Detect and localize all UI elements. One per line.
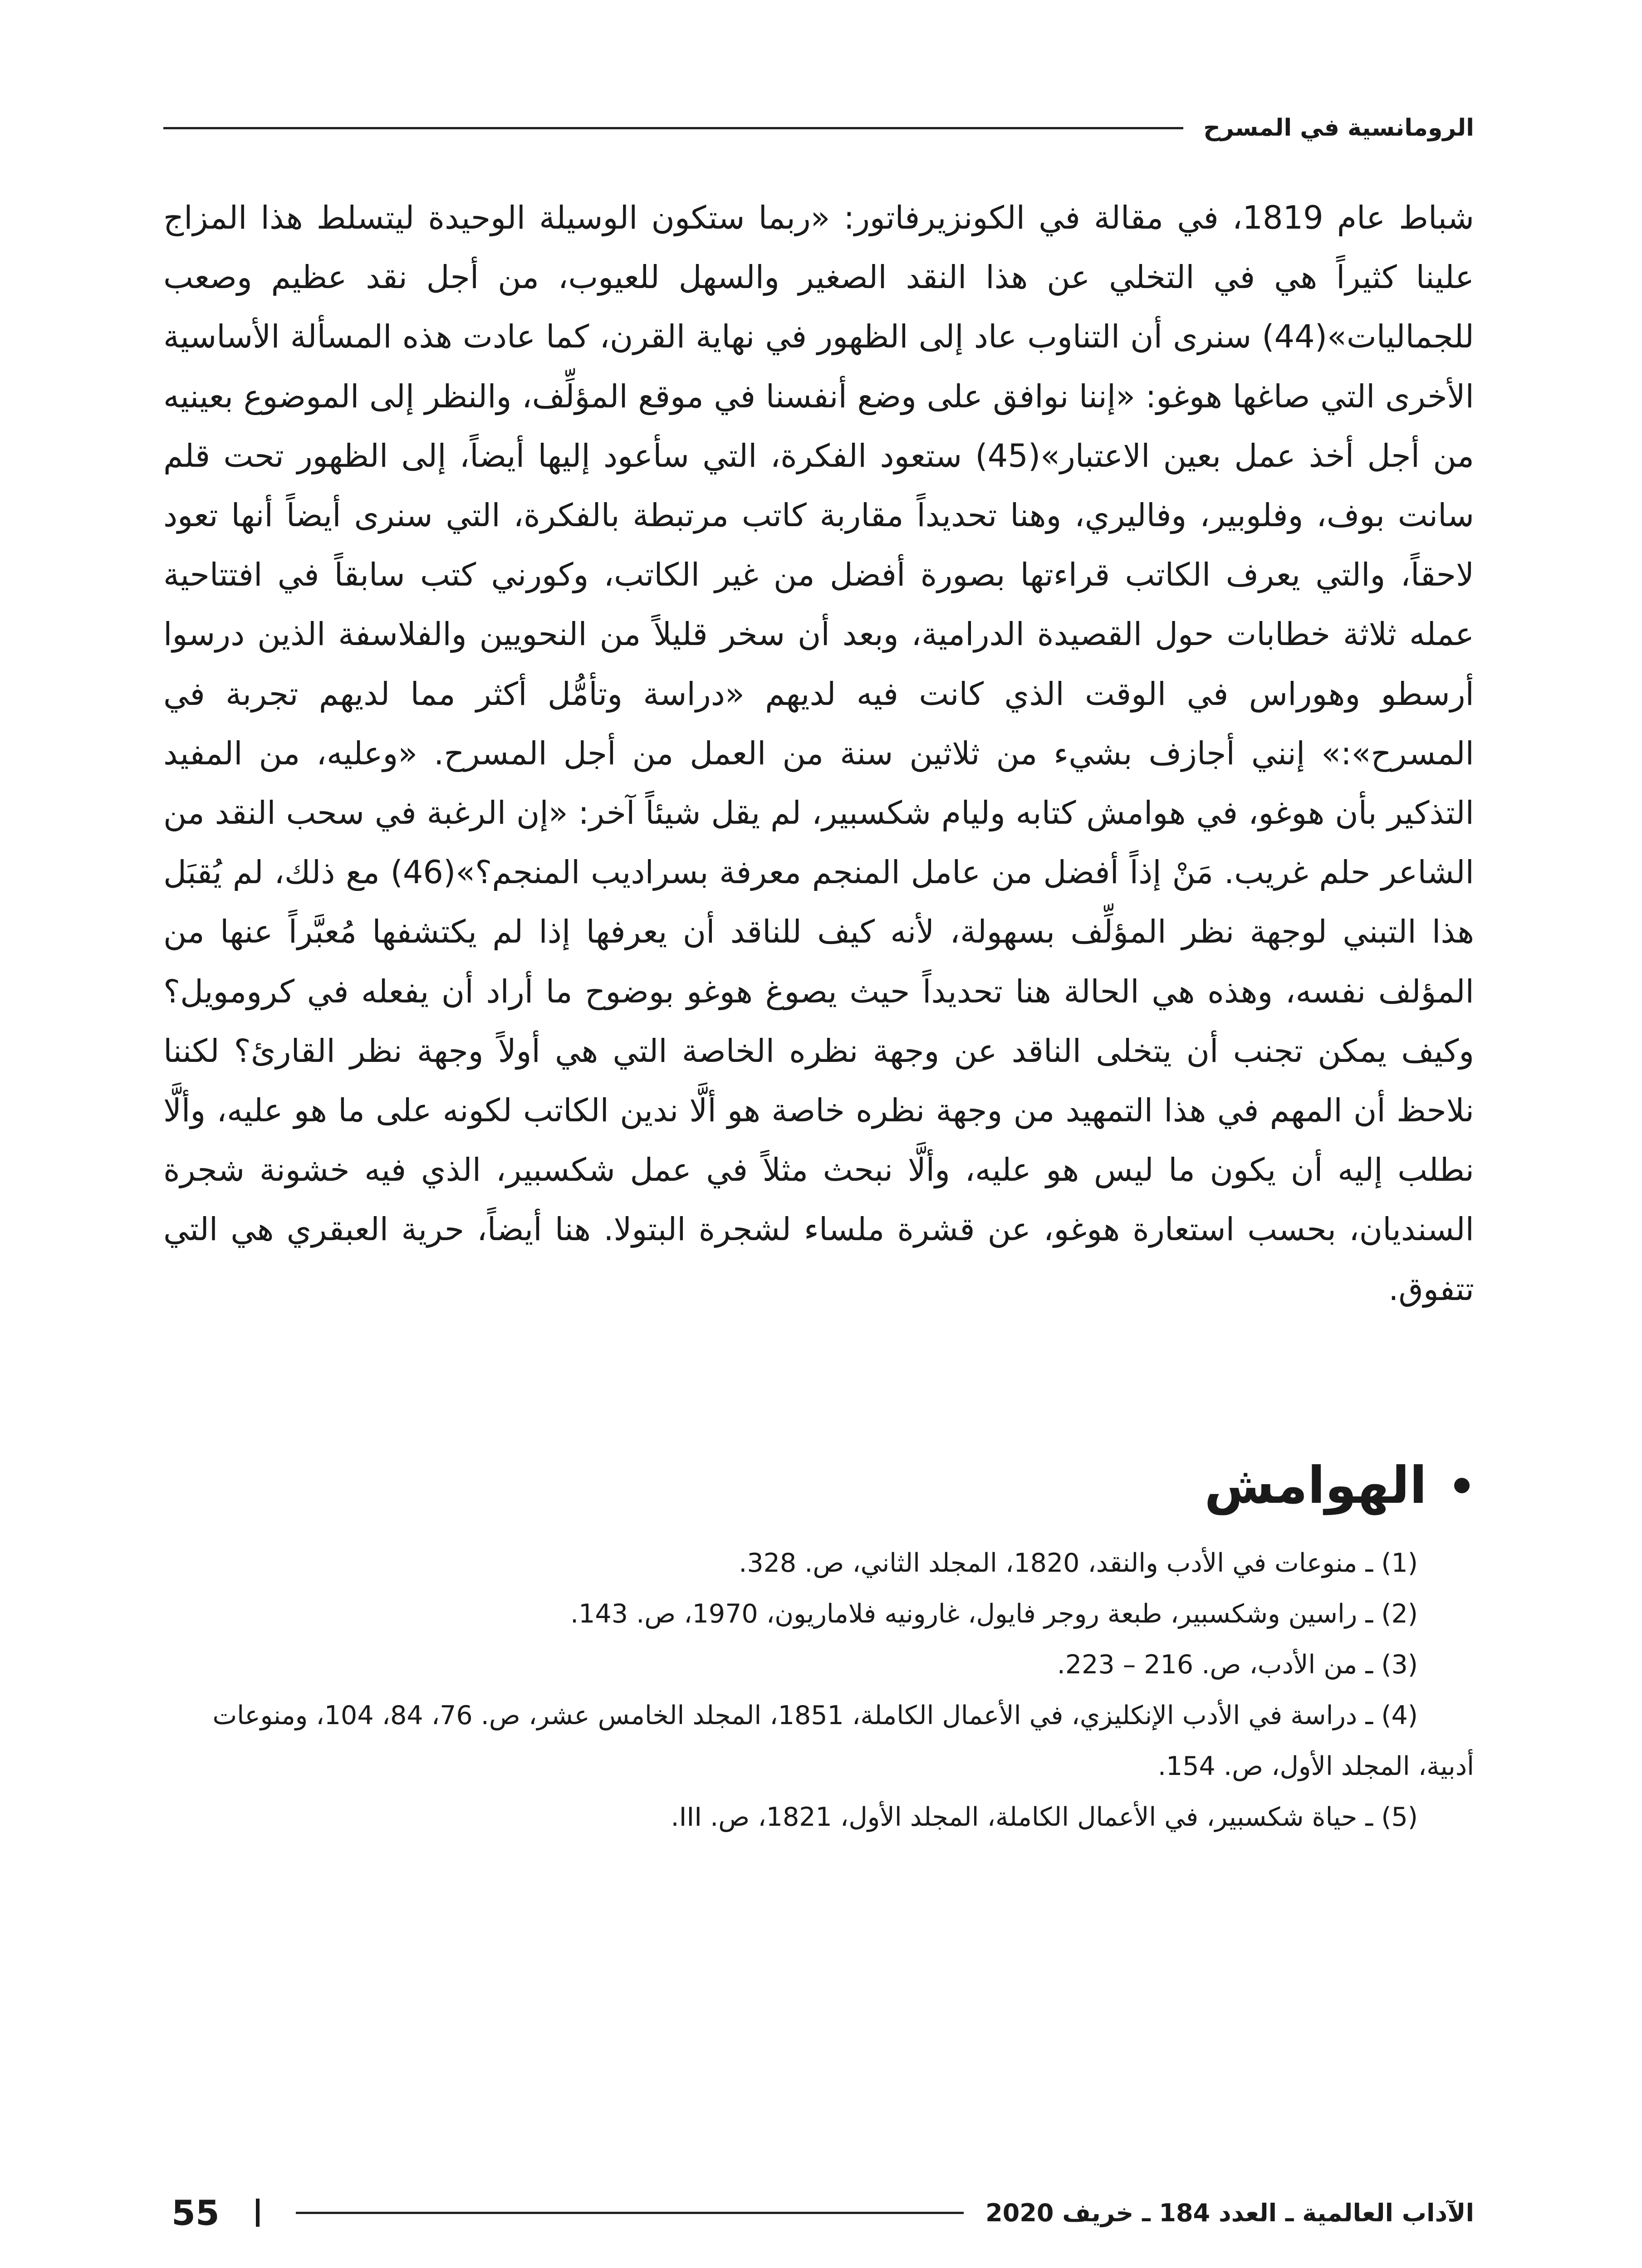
page-number: 55 bbox=[172, 2192, 220, 2233]
note-item: (5) ـ حياة شكسبير، في الأعمال الكاملة، المجلد الأول، 1821، ص. III. bbox=[671, 1802, 1418, 1832]
footer-separator bbox=[256, 2199, 260, 2227]
running-title: الرومانسية في المسرح bbox=[1203, 114, 1474, 142]
running-header bbox=[163, 105, 1474, 151]
note-item: (3) ـ من الأدب، ص. 216 – 223. bbox=[1057, 1650, 1418, 1680]
notes-list bbox=[163, 1538, 1474, 1843]
header-rule bbox=[163, 127, 1183, 129]
notes-heading-label: الهوامش bbox=[1204, 1456, 1427, 1515]
footer-rule bbox=[296, 2212, 964, 2214]
note-item: (4) ـ دراسة في الأدب الإنكليزي، في الأعمال الكاملة، 1851، المجلد الخامس عشر، ص. 76، 84، 104، ومنوعات أدبية، المجلد الأول، ص. 154. bbox=[212, 1701, 1474, 1781]
body-paragraph: شباط عام 1819، في مقالة في الكونزيرفاتور: «ربما ستكون الوسيلة الوحيدة ليتسلط هذا المزاج علينا كثيراً هي في التخلي عن هذا النقد الصغير والسهل للعيوب، من أجل نقد عظيم وصعب للجماليات»(44) سنرى أن التناوب عاد إلى الظهور في نهاية القرن، كما عادت هذه المسألة الأساسية الأخرى التي صاغها هوغو: «إننا نوافق على وضع أنفسنا في موقع المؤلِّف، والنظر إلى الموضوع بعينيه من أجل أخذ عمل بعين الاعتبار»(45) ستعود الفكرة، التي سأعود إليها أيضاً، إلى الظهور تحت قلم سانت بوف، وفلوبير، وفاليري، وهنا تحديداً مقاربة كاتب مرتبطة بالفكرة، التي سنرى أيضاً أنها تعود لاحقاً، والتي يعرف الكاتب قراءتها بصورة أفضل من غير الكاتب، وكورني كتب سابقاً في افتتاحية عمله ثلاثة خطابات حول القصيدة الدرامية، وبعد أن سخر قليلاً من النحويين والفلاسفة الذين درسوا أرسطو وهوراس في الوقت الذي كانت فيه لديهم «دراسة وتأمُّل أكثر مما لديهم تجربة في المسرح»:» إنني أجازف بشيء من ثلاثين سنة من العمل من أجل المسرح. «وعليه، من المفيد التذكير بأن هوغو، في هوامش كتابه وليام شكسبير، لم يقل شيئاً آخر: «إن الرغبة في سحب النقد من الشاعر حلم غريب. مَنْ إذاً أفضل من عامل المنجم معرفة بسراديب المنجم؟»(46) مع ذلك، لم يُقبَل هذا التبني لوجهة نظر المؤلِّف بسهولة، لأنه كيف للناقد أن يعرفها إذا لم يكتشفها مُعبَّراً عنها من المؤلف نفسه، وهذه هي الحالة هنا تحديداً حيث يصوغ هوغو بوضوح ما أراد أن يفعله في كرومويل؟ وكيف يمكن تجنب أن يتخلى الناقد عن وجهة نظره الخاصة التي هي أولاً وجهة نظر القارئ؟ لكننا نلاحظ أن المهم في هذا التمهيد من وجهة نظره خاصة هو ألَّا ندين الكاتب لكونه على ما هو عليه، وألَّا نطلب إليه أن يكون ما ليس هو عليه، وألَّا نبحث مثلاً في عمل شكسبير، الذي فيه خشونة شجرة السنديان، بحسب استعارة هوغو، عن قشرة ملساء لشجرة البتولا. هنا أيضاً، حرية العبقري هي التي تتفوق. bbox=[163, 199, 1475, 1308]
page-footer bbox=[172, 2190, 1474, 2235]
note-item: (2) ـ راسين وشكسبير، طبعة روجر فايول، غارونيه فلاماريون، 1970، ص. 143. bbox=[570, 1599, 1418, 1629]
notes-heading bbox=[163, 1458, 1474, 1513]
note-item: (1) ـ منوعات في الأدب والنقد، 1820، المجلد الثاني، ص. 328. bbox=[739, 1548, 1418, 1578]
journal-info: الآداب العالمية ـ العدد 184 ـ خريف 2020 bbox=[985, 2198, 1474, 2227]
bullet-icon bbox=[1454, 1478, 1470, 1493]
